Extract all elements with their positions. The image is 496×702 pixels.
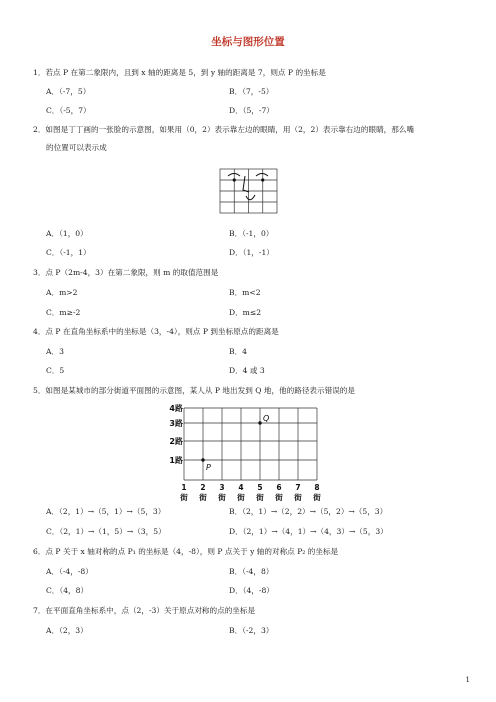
question-2-stem-line2: 的位置可以表示成 xyxy=(46,143,107,152)
question-6-stem: 6．点 P 关于 x 轴对称的点 P₁ 的坐标是（4，-8），则 P 点关于 y 轴的对称点 P₂ 的坐标是 xyxy=(33,547,339,556)
point-p-label: P xyxy=(206,463,211,472)
question-7-option-b: B．（-2，3） xyxy=(229,626,274,635)
question-1-stem: 1．若点 P 在第二象限内，且到 x 轴的距离是 5，到 y 轴的距离是 7，则点 P 的坐标是 xyxy=(33,68,326,77)
question-5-option-d: D．（2，1）→（4，1）→（4，3）→（5，3） xyxy=(229,527,388,536)
face-diagram xyxy=(219,168,279,216)
question-2-option-c: C．（-1，1） xyxy=(46,248,91,257)
row-label-4: 4路 xyxy=(169,404,183,413)
col-number-5: 5 xyxy=(257,483,263,492)
col-suffix-5: 街 xyxy=(256,493,264,502)
point-q-label: Q xyxy=(263,414,270,423)
question-6-option-a: A．（-4，-8） xyxy=(46,567,93,576)
question-4-option-a: A．3 xyxy=(46,347,64,356)
street-map-diagram xyxy=(168,400,328,504)
question-7-stem: 7．在平面直角坐标系中，点（2，-3）关于原点对称的点的坐标是 xyxy=(33,606,256,615)
col-suffix-4: 街 xyxy=(237,493,245,502)
question-5-option-a: A．（2，1）→（5，1）→（5，3） xyxy=(46,507,166,516)
col-number-3: 3 xyxy=(219,483,225,492)
question-4-stem: 4．点 P 在直角坐标系中的坐标是（3，-4），则点 P 到坐标原点的距离是 xyxy=(33,327,279,336)
col-suffix-3: 街 xyxy=(218,493,226,502)
question-4-option-b: B．4 xyxy=(229,347,248,356)
row-label-3: 3路 xyxy=(169,419,183,428)
page-title: 坐标与图形位置 xyxy=(211,36,285,48)
question-6-option-c: C．（4，8） xyxy=(46,586,89,595)
question-3-stem: 3．点 P（2m-4，3）在第二象限，则 m 的取值范围是 xyxy=(33,268,219,277)
question-2-stem-line1: 2．如图是丁丁画的一张脸的示意图，如果用（0，2）表示靠左边的眼睛，用（2，2）表示靠右边的眼睛，那么嘴 xyxy=(33,125,415,134)
question-5-stem: 5．如图是某城市的部分街道平面图的示意图，某人从 P 地出发到 Q 地，他的路径表示错误的是 xyxy=(33,386,355,395)
question-2-option-b: B．（-1，0） xyxy=(229,229,274,238)
question-2-option-d: D．（1，-1） xyxy=(229,248,274,257)
col-suffix-8: 街 xyxy=(313,493,321,502)
col-suffix-6: 街 xyxy=(275,493,283,502)
question-4-option-d: D．4 或 3 xyxy=(229,366,265,375)
question-7-option-a: A．（2，3） xyxy=(46,626,88,635)
page-number: 1 xyxy=(465,676,470,684)
question-5-option-c: C．（2，1）→（1，5）→（3，5） xyxy=(46,527,166,536)
question-3-option-a: A．m>2 xyxy=(46,288,78,297)
question-3-option-c: C．m≥-2 xyxy=(46,308,81,317)
question-2-option-a: A．（1，0） xyxy=(46,229,88,238)
question-4-option-c: C．5 xyxy=(46,366,65,375)
row-label-1: 1路 xyxy=(169,456,183,465)
col-number-1: 1 xyxy=(181,483,187,492)
question-1-option-a: A．（-7，5） xyxy=(46,87,91,96)
col-number-7: 7 xyxy=(295,483,301,492)
row-label-2: 2路 xyxy=(169,437,183,446)
question-1-option-b: B．（7，-5） xyxy=(229,87,274,96)
col-number-4: 4 xyxy=(238,483,244,492)
col-suffix-1: 街 xyxy=(180,493,188,502)
question-1-option-c: C．（-5，7） xyxy=(46,106,91,115)
col-number-8: 8 xyxy=(314,483,320,492)
col-suffix-7: 街 xyxy=(294,493,302,502)
question-5-option-b: B．（2，1）→（2，2）→（5，2）→（5，3） xyxy=(229,507,388,516)
col-number-6: 6 xyxy=(276,483,282,492)
question-3-option-b: B．m<2 xyxy=(229,288,261,297)
question-6-option-d: D．（4，-8） xyxy=(229,586,274,595)
question-3-option-d: D．m≤2 xyxy=(229,308,262,317)
col-number-2: 2 xyxy=(200,483,206,492)
question-1-option-d: D．（5，-7） xyxy=(229,106,274,115)
question-6-option-b: B．（-4，8） xyxy=(229,567,274,576)
col-suffix-2: 街 xyxy=(199,493,207,502)
